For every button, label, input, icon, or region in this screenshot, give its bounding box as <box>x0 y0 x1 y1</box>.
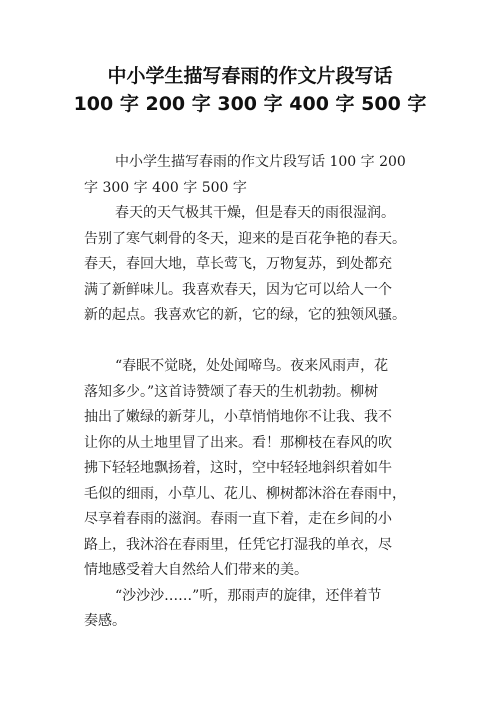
text-line: 春天的天气极其干燥，但是春天的雨很湿润。 <box>115 205 395 221</box>
title-line-2: 100 字 200 字 300 字 400 字 500 字 <box>73 93 427 115</box>
text-line: 抽出了嫩绿的新芽儿，小草悄悄地你不让我、我不 <box>84 409 392 425</box>
title-line-1: 中小学生描写春雨的作文片段写话 <box>107 65 393 87</box>
text-line: 路上，我沐浴在春雨里，任凭它打湿我的单衣，尽 <box>84 536 392 553</box>
text-line: “春眠不觉晓，处处闻啼鸟。夜来风雨声，花 <box>115 358 389 374</box>
document-title <box>0 62 500 118</box>
text-line: 拂下轻轻地飘扬着，这时，空中轻轻地斜织着如牛 <box>84 460 392 476</box>
text-line: 情地感受着大自然给人们带来的美。 <box>84 562 308 578</box>
text-line: 字 300 字 400 字 500 字 <box>84 179 247 196</box>
text-line: 毛似的细雨，小草儿、花儿、柳树都沐浴在春雨中， <box>84 485 406 502</box>
text-line: 告别了寒气刺骨的冬天，迎来的是百花争艳的春天。 <box>84 230 406 247</box>
text-line: 尽享着春雨的滋润。春雨一直下着，走在乡间的小 <box>84 511 392 527</box>
text-line: 春天，春回大地，草长莺飞，万物复苏，到处都充 <box>84 256 392 272</box>
text-line: “沙沙沙……”听，那雨声的旋律，还伴着节 <box>115 587 382 604</box>
text-line: 让你的从土地里冒了出来。看！那柳枝在春风的吹 <box>84 434 392 451</box>
text-line: 奏感。 <box>84 613 126 629</box>
paragraph-gap <box>84 329 434 355</box>
text-line: 落知多少。”这首诗赞颂了春天的生机勃勃。柳树 <box>84 383 379 400</box>
text-line: 中小学生描写春雨的作文片段写话 100 字 200 <box>115 154 406 170</box>
text-line: 新的起点。我喜欢它的新，它的绿，它的独领风骚。 <box>84 307 406 323</box>
article-body <box>84 150 434 635</box>
text-line: 满了新鲜味儿。我喜欢春天，因为它可以给人一个 <box>84 281 392 298</box>
